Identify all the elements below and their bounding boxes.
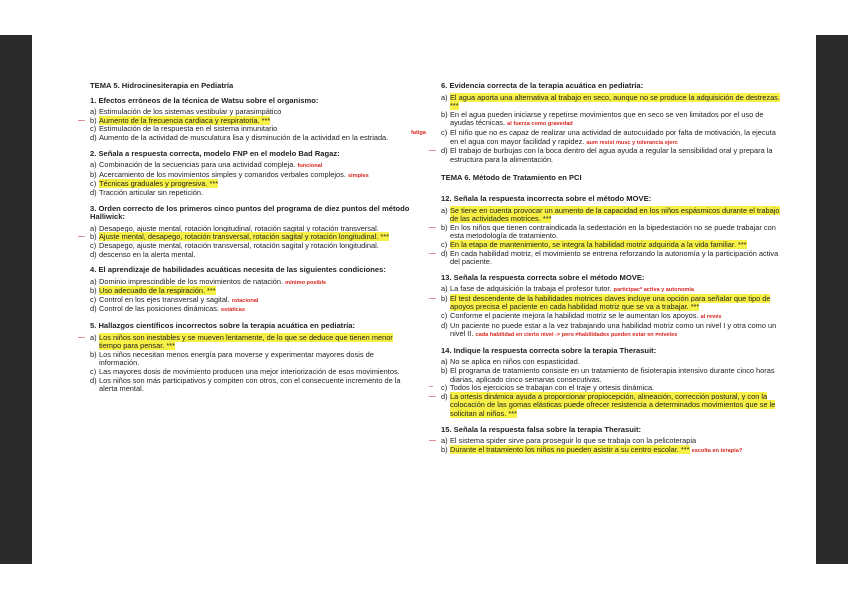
question-title: 14. Indique la respuesta correcta sobre la terapia Therasuit: bbox=[441, 345, 657, 355]
correct-mark-icon: ~ bbox=[429, 384, 434, 392]
tema-6-heading: TEMA 6. Método de Tratamiento en PCI bbox=[441, 173, 582, 183]
option-b: b) Los niños necesitan menos energía para moverse y experimentar mayores dosis de información. bbox=[90, 349, 374, 368]
option-a: a) Dominio imprescindible de los movimientos de natación. mínimo posible bbox=[90, 276, 327, 286]
question-title: 6. Evidencia correcta de la terapia acuática en pediatría: bbox=[441, 81, 644, 90]
question-title: 4. El aprendizaje de habilidades acuáticas necesita de las siguientes condiciones: bbox=[90, 265, 386, 275]
question-3 bbox=[78, 203, 410, 260]
option-b: — b) El test descendente de la habilidades motrices claves incluye una opción para señalar que tipo de apoyos precisa el paciente en cada habilidad motriz que se va a trabajar. *** bbox=[429, 293, 771, 312]
option-d: — d) El trabajo de burbujas con la boca dentro del agua ayuda a regular la sensibilidad oral y prepara la estructura para la alimentación. bbox=[429, 146, 773, 164]
option-c: c) Conforme el paciente mejora la habilidad motriz se le aumentan los apoyos. al revés bbox=[441, 311, 722, 321]
question-title: 2. Señala a respuesta correcta, modelo FNP en el modelo Bad Ragaz: bbox=[90, 148, 340, 158]
option-a: a) La fase de adquisición la trabaja el profesor tutor. participac* activa y autonomía bbox=[441, 284, 695, 294]
question-title: 15. Señala la respuesta falsa sobre la terapia Therasuit: bbox=[441, 424, 642, 434]
question-title: 5. Hallazgos científicos incorrectos sobre la terapia acuática en pediatría: bbox=[90, 321, 356, 331]
option-d: d) descenso en la alerta mental. bbox=[90, 249, 196, 259]
question-title: 12. Señala la respuesta incorrecta sobre el método MOVE: bbox=[441, 193, 652, 203]
handwritten-note: estáticas bbox=[221, 307, 245, 314]
question-12 bbox=[429, 193, 781, 267]
option-a: a) El agua aporta una alternativa al trabajo en seco, aunque no se produce la adquisición de destrezas. *** bbox=[441, 92, 780, 111]
option-d: d) Aumento de la actividad de musculatura lisa y disminución de la actividad en la estriada. bbox=[90, 132, 389, 142]
question-5 bbox=[78, 321, 410, 394]
question-15 bbox=[429, 424, 781, 456]
handwritten-note: participac* activa y autonomía bbox=[613, 287, 695, 294]
handwritten-side-note: fatiga bbox=[411, 129, 426, 136]
option-a: a) No se aplica en niños con espasticidad. bbox=[441, 357, 580, 367]
question-title: 13. Señala la respuesta correcta sobre el método MOVE: bbox=[441, 272, 645, 282]
option-c: c) Estimulación de la respuesta en el sistema inmunitario bbox=[90, 124, 278, 134]
option-a: a) Desapego, ajuste mental, rotación longitudinal, rotación sagital y rotación transversal. bbox=[90, 223, 379, 233]
question-6 bbox=[411, 81, 781, 164]
handwritten-note: funcional bbox=[297, 163, 323, 170]
option-a: a) Estimulación de los sistemas vestibular y parasimpático bbox=[90, 107, 282, 117]
left-column bbox=[78, 81, 410, 401]
correct-mark-icon: — bbox=[429, 147, 436, 155]
question-2 bbox=[90, 150, 410, 198]
right-column bbox=[411, 81, 781, 462]
question-14 bbox=[429, 345, 781, 419]
handwritten-note: simples bbox=[347, 172, 369, 179]
correct-mark-icon: — bbox=[429, 392, 436, 400]
option-c: c) Las mayores dosis de movimiento producen una mejor interiorización de esos movimientos. bbox=[90, 367, 400, 377]
option-b: b) En el agua pueden iniciarse y repetirse movimientos que en seco se ven limitados por el uso de ayudas técnicas. al fuerza como gravedad bbox=[441, 109, 764, 128]
option-c: c) Control en los ejes transversal y sagital. rotacional bbox=[90, 294, 259, 304]
question-1 bbox=[78, 95, 410, 143]
question-title: 3. Orden correcto de los primeros cinco puntos del programa de diez puntos del método Halliwick: bbox=[90, 203, 410, 222]
option-d: — d) En cada habilidad motriz, el movimiento se entrena reforzando la autonomía y la participación activa del paciente. bbox=[429, 248, 779, 267]
handwritten-note: cada habilidad en cierto nivel -> pero ≠habilidades pueden estar en ≠niveles bbox=[475, 332, 678, 339]
correct-mark-icon: — bbox=[429, 223, 436, 231]
option-c: c) En la etapa de mantenimiento, se integra la habilidad motriz adquirida a la vida familiar. *** bbox=[441, 239, 747, 249]
left-margin-bar bbox=[0, 35, 32, 564]
tema-5-heading: TEMA 5. Hidrocinesiterapia en Pediatría bbox=[90, 81, 234, 90]
correct-mark-icon: — bbox=[429, 294, 436, 302]
option-d: d) Tracción articular sin repetición. bbox=[90, 187, 204, 197]
option-c: fatiga c) El niño que no es capaz de realizar una actividad de autocuidado por falta de motivación, la ejecuta en el agua con mayor facilidad y rapidez. aum resist musc y tolerancia ejerc bbox=[411, 127, 776, 146]
option-c: ~ c) Todos los ejercicios se trabajan con el traje y ortesis dinámica. bbox=[429, 383, 655, 393]
option-a: — a) El sistema spider sirve para proseguir lo que se trabaja con la pelicoterapia bbox=[429, 436, 697, 446]
option-d: d) Los niños son más participativos y compiten con otros, con el consecuente incremento de la alerta mental. bbox=[90, 375, 401, 394]
handwritten-note: al revés bbox=[700, 314, 722, 321]
handwritten-note: aum resist musc y tolerancia ejerc bbox=[586, 139, 678, 146]
option-d: d) Control de las posiciones dinámicas. estáticas bbox=[90, 304, 245, 314]
option-a: a) Combinación de la secuencias para una actividad compleja. funcional bbox=[90, 160, 323, 170]
correct-mark-icon: — bbox=[78, 233, 85, 241]
handwritten-note: escolta en terapia? bbox=[691, 447, 743, 454]
correct-mark-icon: — bbox=[429, 249, 436, 257]
option-b: b) Durante el tratamiento los niños no pueden asistir a su centro escolar. *** escolta en terapia? bbox=[441, 444, 743, 454]
right-margin-bar bbox=[816, 35, 848, 564]
correct-mark-icon: — bbox=[78, 333, 85, 341]
option-d: d) Un paciente no puede estar a la vez trabajando una habilidad motriz como un nivel I y otra como un nivel II. cada habilidad en cierto nivel -> pero ≠habilidades pueden estar en ≠niveles bbox=[441, 320, 777, 339]
handwritten-note: al fuerza como gravedad bbox=[507, 121, 573, 128]
correct-mark-icon: — bbox=[78, 116, 85, 124]
option-b: — b) Ajuste mental, desapego, rotación transversal, rotación sagital y rotación longitudinal. *** bbox=[78, 232, 390, 242]
question-4 bbox=[90, 266, 410, 315]
question-title: 1. Efectos erróneos de la técnica de Watsu sobre el organismo: bbox=[90, 95, 319, 105]
handwritten-note: mínimo posible bbox=[285, 279, 327, 286]
option-d: — d) La ortesis dinámica ayuda a proporcionar propiocepción, alineación, corrección postural, y con la colocación de las gomas elásticas puede ofrecer resistencia a determinados movimientos que se le solicitan al niños. *** bbox=[429, 391, 776, 418]
option-b: b) Acercamiento de los movimientos simples y comandos verbales complejos. simples bbox=[90, 169, 369, 179]
option-b: — b) En los niños que tienen contraindicada la sedestación en la bipedestación no se puede trabajar con esta metodología de tratamiento. bbox=[429, 222, 776, 241]
option-c: c) Desapego, ajuste mental, rotación transversal, rotación sagital y rotación longitudinal. bbox=[90, 240, 379, 250]
option-b: b) Uso adecuado de la respiración. *** bbox=[90, 286, 216, 296]
handwritten-note: rotacional bbox=[231, 297, 259, 304]
option-a: a) Se tiene en cuenta provocar un aumento de la capacidad en los niños espásmicos durante el trabajo de las actividades motrices. *** bbox=[441, 205, 780, 224]
question-13 bbox=[429, 272, 781, 340]
correct-mark-icon: — bbox=[429, 437, 436, 445]
option-a: — a) Los niños son inestables y se mueven lentamente, de lo que se deduce que tienen menor tiempo para pensar. *** bbox=[78, 332, 393, 351]
option-b: b) El programa de tratamiento consiste en un tratamiento de fisioterapia intensivo durante cinco horas diarias, aplicado cinco semanas consecutivas. bbox=[441, 366, 775, 384]
option-c: c) Técnicas graduales y progresiva. *** bbox=[90, 179, 219, 189]
option-b: — b) Aumento de la frecuencia cardiaca y respiratoria. *** bbox=[78, 115, 271, 125]
